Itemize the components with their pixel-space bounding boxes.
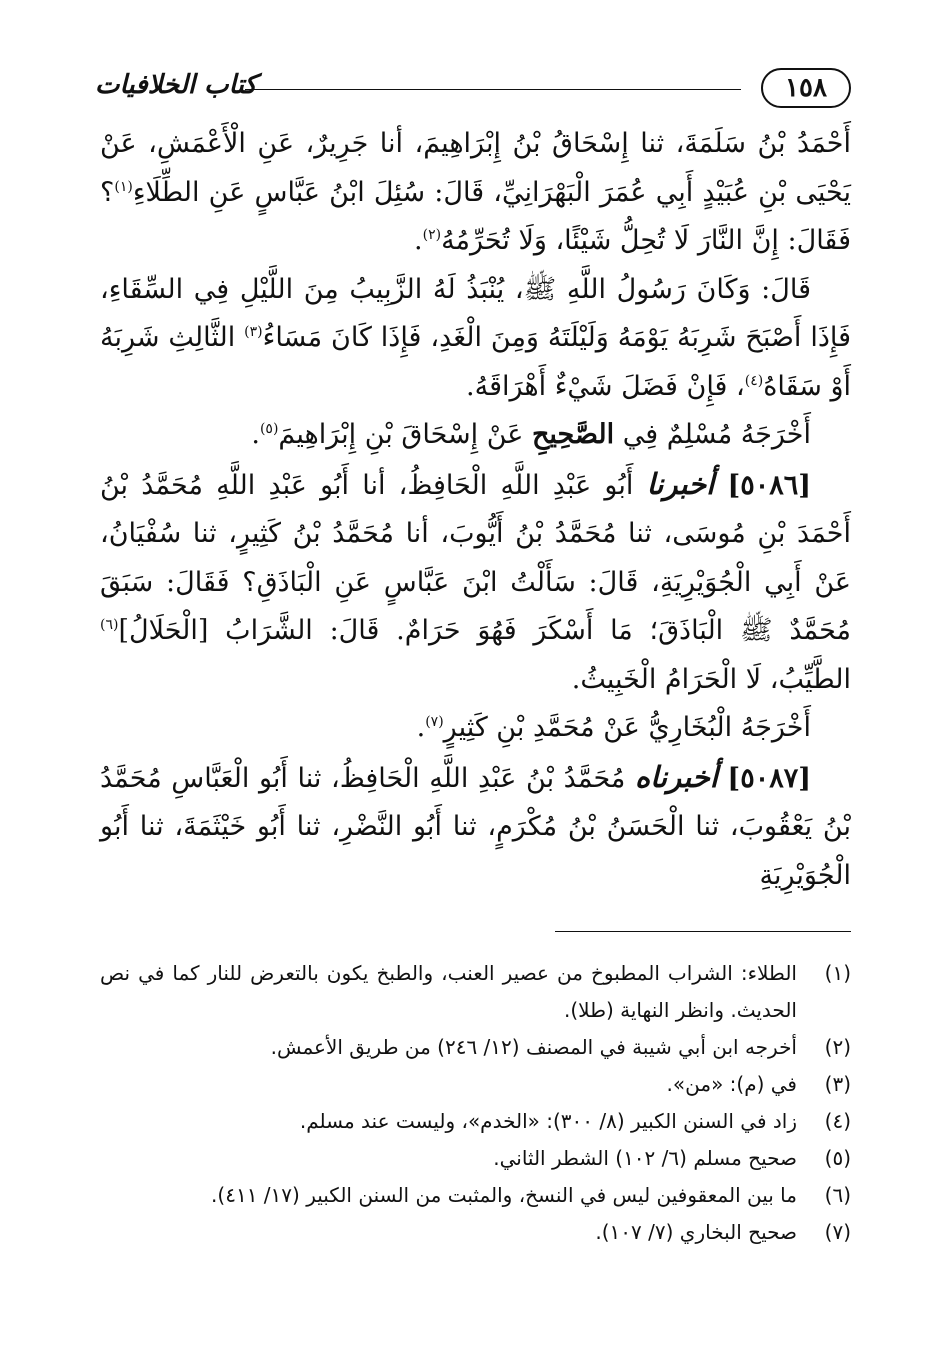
hadith-5087 [100,753,851,901]
footnote-ref[interactable]: (١) [114,178,133,195]
footnote-ref[interactable]: (٧) [425,714,444,730]
footnote-text: صحيح مسلم (٦/ ١٠٢) الشطر الثاني. [493,1146,797,1170]
book-name: الصَّحِيحِ [531,419,615,450]
paragraph-narration [100,266,851,412]
text-segment: ، فَإِنْ فَضَلَ شَيْءٌ أَهْرَاقَهُ. [466,370,745,402]
footnote-item [100,1214,851,1251]
footnote-ref[interactable]: (٢) [422,227,442,243]
footnote-text: في (م): «من». [666,1072,797,1096]
footnotes [100,955,851,1251]
text-segment: . [414,225,423,256]
footnote-text: صحيح البخاري (٧/ ١٠٧). [595,1220,797,1244]
page-number: ١٥٨ [761,68,851,108]
hadith-number: [٥٠٨٧] [727,762,811,794]
footnote-number: (٦) [824,1183,851,1207]
text-segment: الثَّالِثِ شَرِبَهُ أَوْ سَقَاهُ [100,322,851,402]
text-segment: أَبُو عَبْدِ اللَّهِ الْحَافِظُ، أنا أَبُو عَبْدِ اللَّهِ مُحَمَّدُ بْنُ أَحْمَدَ بْنِ مُوسَى، ثنا مُحَمَّدُ بْنُ أَيُّوبَ، أنا مُحَمَّدُ بْنُ كَثِيرٍ، ثنا سُفْيَانُ، عَنْ أَبِي الْجُوَيْرِيَةِ، قَالَ: سَأَلْتُ ابْنَ عَبَّاسٍ عَنِ الْبَاذَقِ؟ فَقَالَ: سَبَقَ مُحَمَّدٌ ﷺ الْبَاذَقَ؛ مَا أَسْكَرَ فَهُوَ حَرَامٌ. قَالَ: الشَّرَابُ [الْحَلَالُ] [100,469,851,646]
footnote-number: (١) [824,961,851,985]
text-segment: . [251,419,260,450]
text-segment: عَنْ إِسْحَاقَ بْنِ إِبْرَاهِيمَ [278,419,532,450]
footnote-item [100,955,851,1029]
text-segment: أَخْرَجَهُ مُسْلِمٌ فِي [614,419,811,450]
book-title: كتاب الخلافيات [95,70,257,100]
footnote-ref[interactable]: (٥) [259,421,279,437]
footnote-number: (٣) [824,1072,851,1096]
text-segment: أَحْمَدُ بْنُ سَلَمَةَ، ثنا إِسْحَاقُ بْنُ إِبْرَاهِيمَ، أنا جَرِيرٌ، عَنِ الْأَعْمَشِ، عَنْ يَحْيَى بْنِ عُبَيْدٍ أَبِي عُمَرَ الْبَهْرَانِيِّ، قَالَ: سُئِلَ ابْنُ عَبَّاسٍ عَنِ الطِّلَاءِ [100,128,851,208]
text-segment: أَخْرَجَهُ الْبُخَارِيُّ عَنْ مُحَمَّدِ بْنِ كَثِيرٍ [443,712,811,743]
footnote-item [100,1103,851,1140]
text-segment: . [416,712,426,743]
paragraph-takhrij-muslim [100,411,851,460]
text-segment: الطَّيِّبُ، لَا الْحَرَامُ الْخَبِيثُ. [571,663,851,695]
footnote-number: (٢) [824,1035,851,1059]
footnote-text: ما بين المعقوفين ليس في النسخ، والمثبت من السنن الكبير (١٧/ ٤١١). [211,1183,797,1207]
footnote-item [100,1066,851,1103]
paragraph-takhrij-bukhari [100,704,851,753]
footnote-number: (٧) [824,1220,851,1244]
paragraph-chain [100,120,851,266]
footnote-text: أخرجه ابن أبي شيبة في المصنف (١٢/ ٢٤٦) من طريق الأعمش. [270,1035,797,1059]
footnote-number: (٤) [824,1109,851,1133]
hadith-number: [٥٠٨٦] [727,469,812,501]
footnote-ref[interactable]: (٣) [244,324,263,340]
footnote-text: زاد في السنن الكبير (٨/ ٣٠٠): «الخدم»، وليست عند مسلم. [299,1109,797,1133]
text-segment: قَالَ: وَكَانَ رَسُولُ اللَّهِ ﷺ، يُنْبَذُ لَهُ الزَّبِيبُ مِنَ اللَّيْلِ فِي السِّقَاءِ، فَإِذَا أَصْبَحَ شَرِبَهُ يَوْمَهُ وَلَيْلَتَهُ وَمِنَ الْغَدِ، فَإِذَا كَانَ مَسَاءُ [100,273,851,353]
footnote-ref[interactable]: (٤) [744,372,764,389]
footnote-ref[interactable]: (٦) [100,617,119,633]
footnote-item [100,1029,851,1066]
page-header [95,62,851,118]
header-rule [245,89,741,90]
footnote-item [100,1177,851,1214]
footnote-separator [555,931,851,932]
hadith-5086 [100,460,851,705]
text-segment: مُحَمَّدُ بْنُ عَبْدِ اللَّهِ الْحَافِظُ، ثنا أَبُو الْعَبَّاسِ مُحَمَّدُ بْنُ يَعْقُوبَ، ثنا الْحَسَنُ بْنُ مُكْرَمٍ، ثنا أَبُو النَّضْرِ، ثنا أَبُو خَيْثَمَةَ، ثنا أَبُو الْجُوَيْرِيَةِ [100,762,851,891]
akhbarana-word: أخبرناه [634,759,718,794]
footnote-item [100,1140,851,1177]
text-segment: ؟ فَقَالَ: إِنَّ النَّارَ لَا تُحِلُّ شَيْئًا، وَلَا تُحَرِّمُهُ [100,176,851,256]
main-text [100,120,851,900]
footnote-text: الطلاء: الشراب المطبوخ من عصير العنب، والطبخ يكون بالتعرض للنار كما في نص الحديث. وانظر النهاية (طلا). [100,961,797,1022]
akhbarana-word: أخبرنا [646,466,715,501]
footnote-number: (٥) [824,1146,851,1170]
